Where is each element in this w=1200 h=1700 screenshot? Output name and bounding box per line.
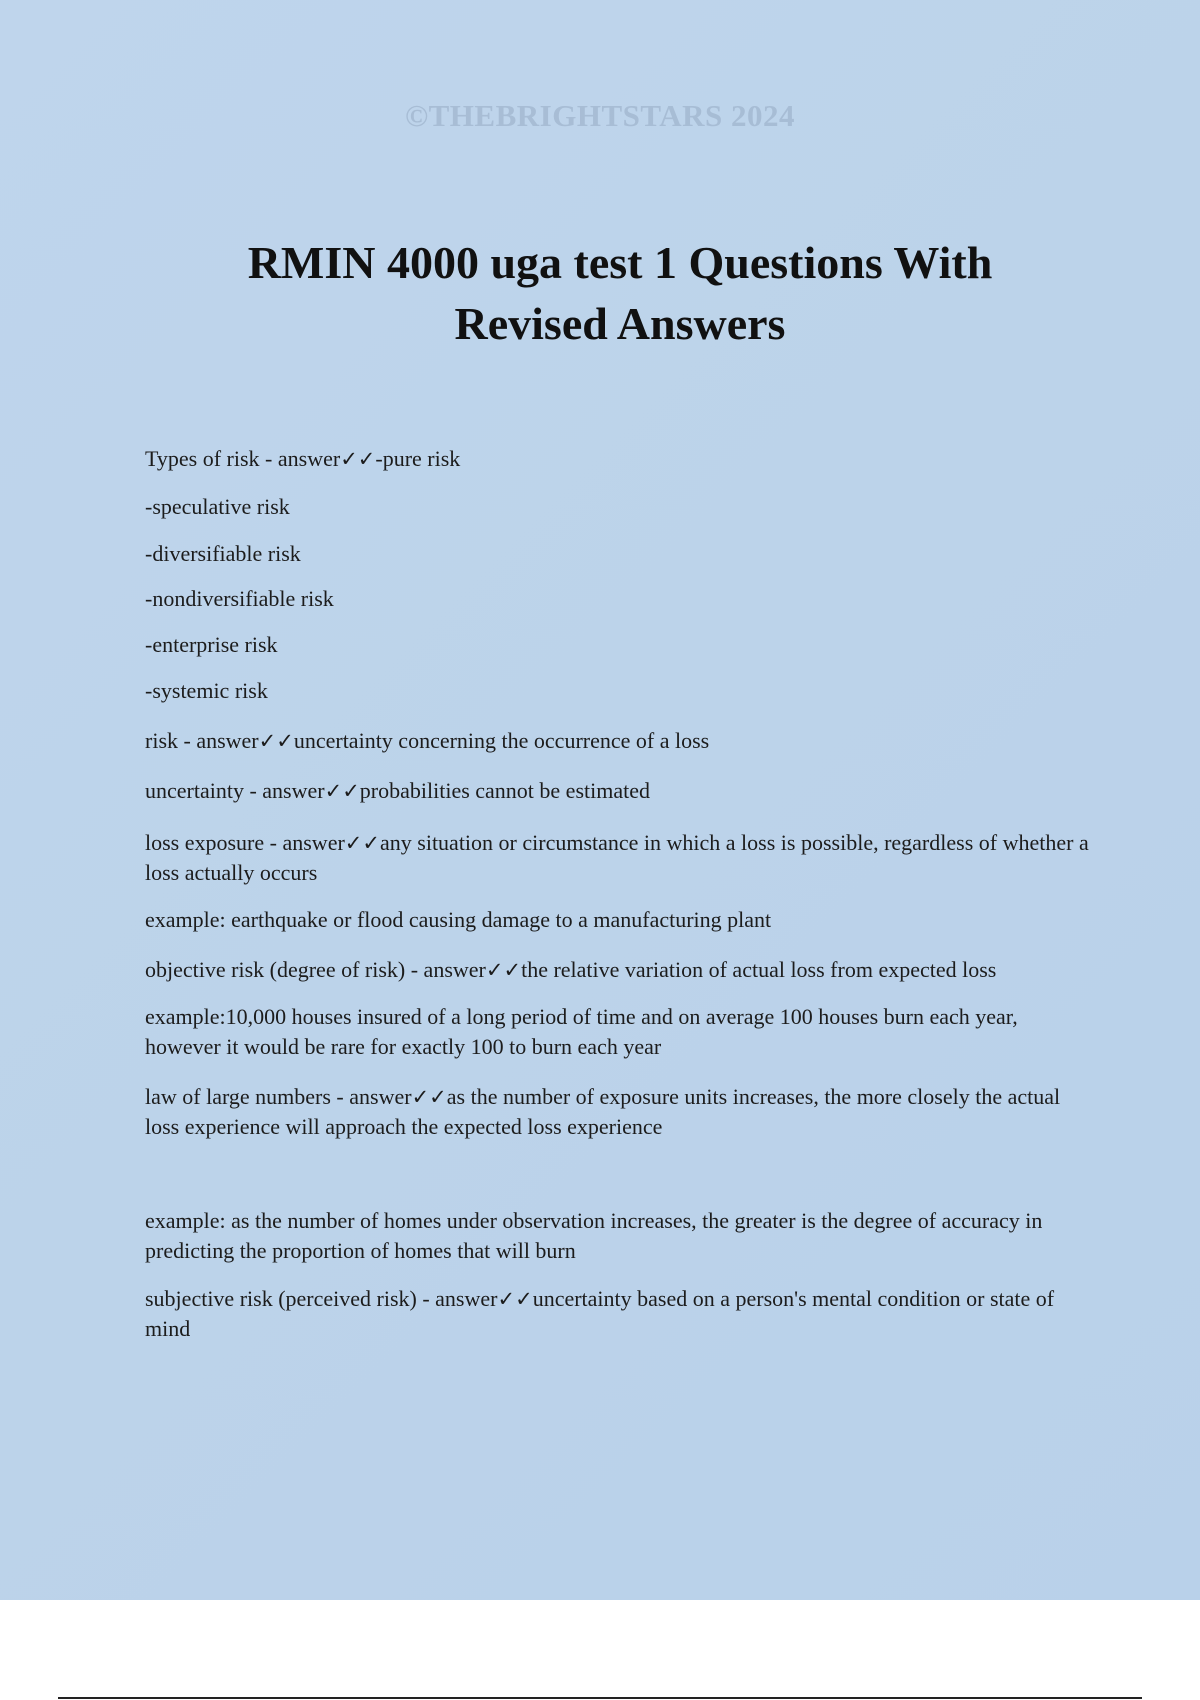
qa-objective-risk: objective risk (degree of risk) - answer✓✓the relative variation of actual loss from expected loss — [145, 957, 997, 982]
list-item-systemic-risk: -systemic risk — [145, 678, 268, 703]
watermark: ©THEBRIGHTSTARS 2024 — [404, 98, 796, 133]
qa-subjective-risk: subjective risk (perceived risk) - answer✓✓uncertainty based on a person's mental condition or state of mind — [145, 1286, 1055, 1341]
example-law-of-large-numbers: example: as the number of homes under observation increases, the greater is the degree of accuracy in predicting the proportion of homes that will burn — [145, 1208, 1043, 1263]
title-line-2: Revised Answers — [454, 298, 786, 349]
qa-risk: risk - answer✓✓uncertainty concerning the occurrence of a loss — [145, 728, 710, 753]
list-item-diversifiable-risk: -diversifiable risk — [145, 541, 301, 566]
double-check-icon: ✓✓ — [340, 447, 376, 471]
double-check-icon: ✓✓ — [258, 729, 294, 753]
qa-law-of-large-numbers: law of large numbers - answer✓✓as the number of exposure units increases, the more closely the actual loss experience will approach the expected loss experience — [145, 1084, 1061, 1139]
example-loss-exposure: example: earthquake or flood causing damage to a manufacturing plant — [145, 907, 772, 932]
double-check-icon: ✓✓ — [324, 779, 360, 803]
example-objective-risk: example:10,000 houses insured of a long period of time and on average 100 houses burn each year, however it would be rare for exactly 100 to burn each year — [145, 1004, 1018, 1059]
page-title — [180, 232, 1060, 354]
qa-content — [145, 444, 1095, 1344]
double-check-icon: ✓✓ — [411, 1085, 447, 1109]
double-check-icon: ✓✓ — [485, 958, 522, 982]
double-check-icon: ✓✓ — [497, 1287, 533, 1311]
qa-types-of-risk: Types of risk - answer✓✓-pure risk — [145, 446, 461, 471]
list-item-nondiversifiable-risk: -nondiversifiable risk — [145, 586, 334, 611]
qa-loss-exposure: loss exposure - answer✓✓any situation or circumstance in which a loss is possible, regardless of whether a loss actually occurs — [145, 830, 1089, 885]
double-check-icon: ✓✓ — [344, 831, 380, 855]
footer-divider — [58, 1697, 1142, 1699]
list-item-speculative-risk: -speculative risk — [145, 494, 290, 519]
title-line-1: RMIN 4000 uga test 1 Questions With — [247, 237, 993, 288]
list-item-enterprise-risk: -enterprise risk — [145, 632, 278, 657]
qa-uncertainty: uncertainty - answer✓✓probabilities cannot be estimated — [145, 778, 650, 803]
